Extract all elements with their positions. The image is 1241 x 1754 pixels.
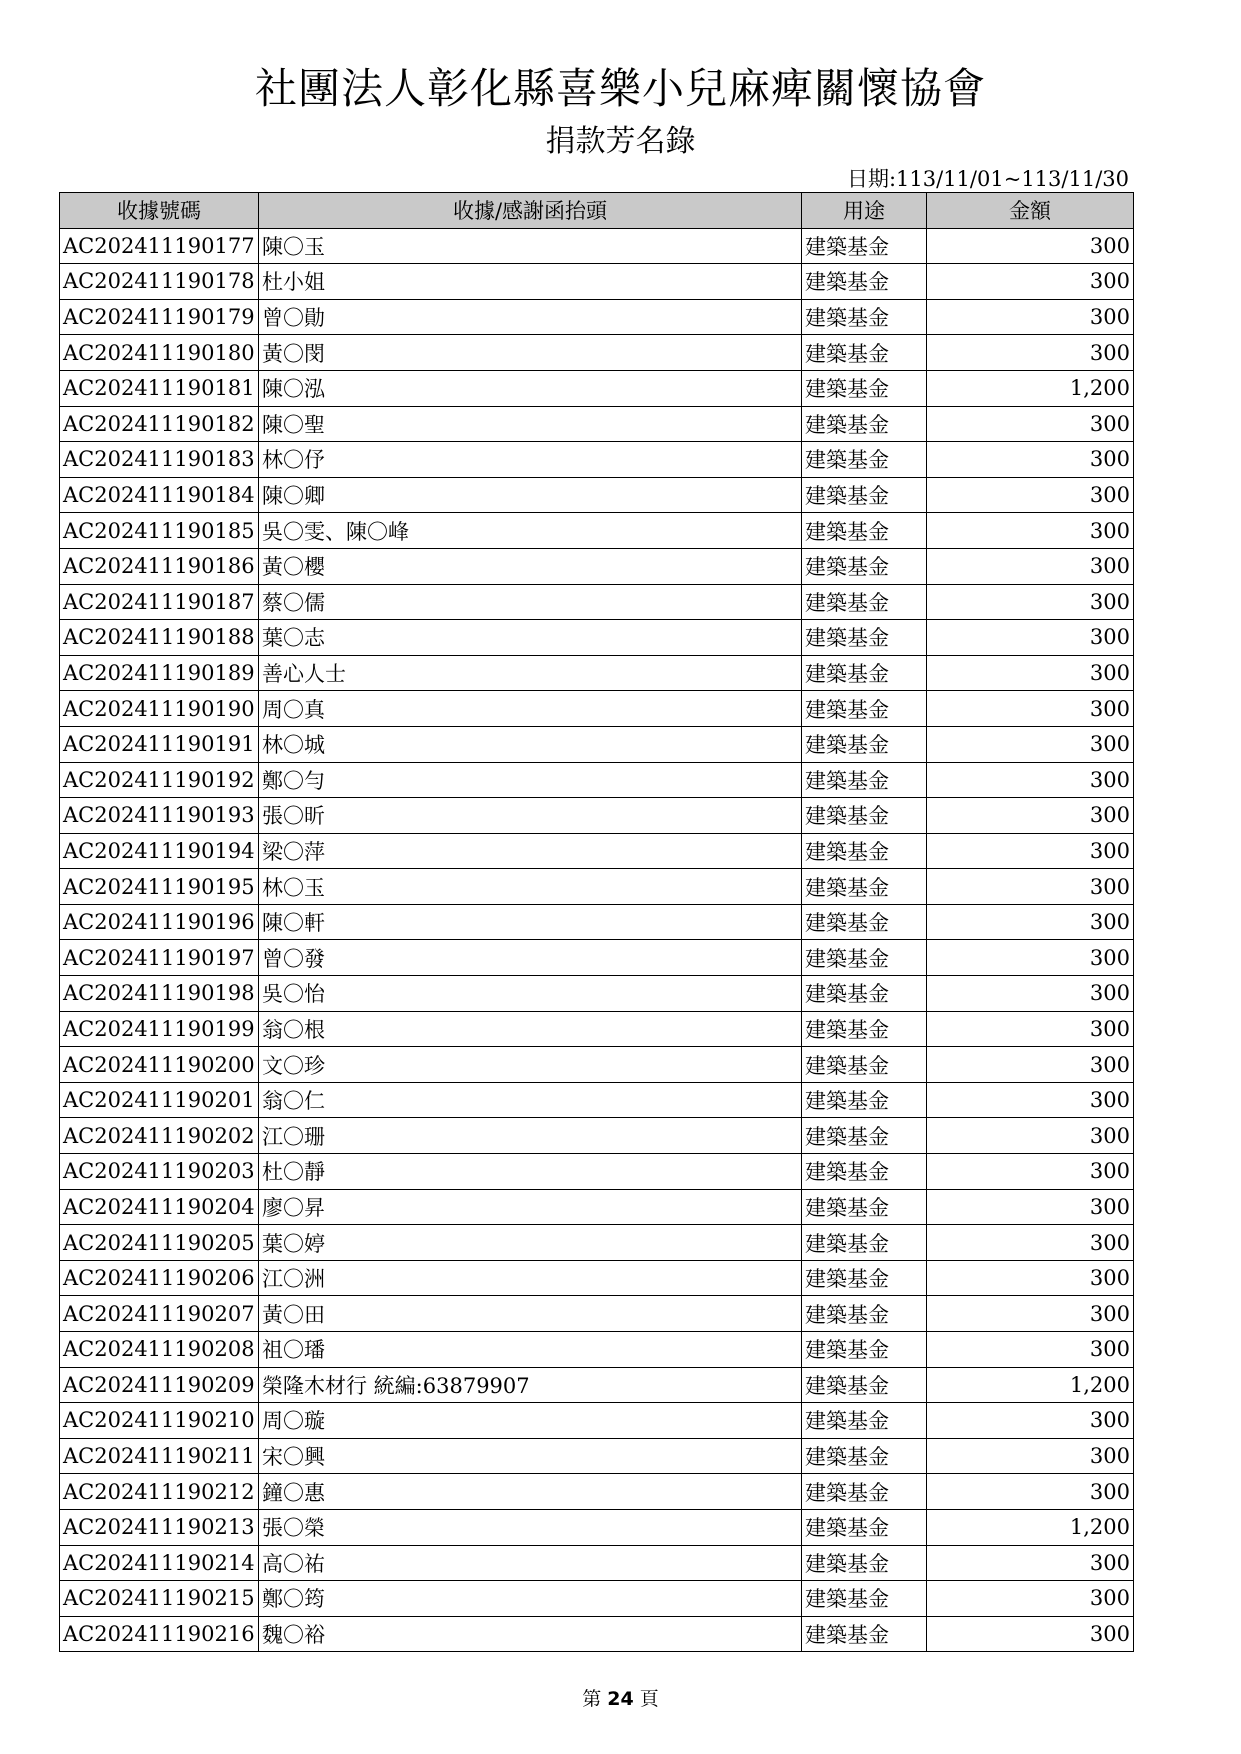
amount-cell: 300 [927,1581,1134,1617]
table-row [60,1047,1134,1083]
table-row [60,1260,1134,1296]
receipt-title-cell: 吳〇雯、陳〇峰 [259,513,802,549]
receipt-number-cell: AC202411190193 [60,798,259,834]
document-title: 社團法人彰化縣喜樂小兒麻痺關懷協會 [254,64,986,113]
amount-cell: 300 [927,620,1134,656]
purpose-cell: 建築基金 [802,655,927,691]
purpose-cell: 建築基金 [802,1509,927,1545]
table-row [60,442,1134,478]
receipt-number-cell: AC202411190198 [60,976,259,1012]
amount-cell: 300 [927,1545,1134,1581]
table-row [60,1545,1134,1581]
receipt-title-cell: 張〇昕 [259,798,802,834]
receipt-title-cell: 江〇珊 [259,1118,802,1154]
amount-cell: 300 [927,1225,1134,1261]
receipt-title-cell: 廖〇昇 [259,1189,802,1225]
table-row [60,655,1134,691]
receipt-number-cell: AC202411190206 [60,1260,259,1296]
donation-table [59,192,1134,1652]
amount-cell: 300 [927,1438,1134,1474]
receipt-title-cell: 周〇真 [259,691,802,727]
receipt-title-cell: 張〇榮 [259,1509,802,1545]
amount-cell: 300 [927,1011,1134,1047]
receipt-title-cell: 林〇城 [259,726,802,762]
purpose-cell: 建築基金 [802,442,927,478]
amount-cell: 300 [927,1474,1134,1510]
receipt-title-cell: 黃〇田 [259,1296,802,1332]
receipt-number-cell: AC202411190191 [60,726,259,762]
receipt-number-cell: AC202411190208 [60,1332,259,1368]
receipt-number-cell: AC202411190188 [60,620,259,656]
table-row [60,299,1134,335]
amount-cell: 300 [927,1260,1134,1296]
receipt-title-cell: 葉〇志 [259,620,802,656]
amount-cell: 300 [927,833,1134,869]
table-row [60,1011,1134,1047]
amount-cell: 300 [927,691,1134,727]
receipt-number-cell: AC202411190200 [60,1047,259,1083]
amount-cell: 300 [927,513,1134,549]
amount-cell: 300 [927,335,1134,371]
receipt-title-cell: 葉〇婷 [259,1225,802,1261]
table-row [60,762,1134,798]
receipt-title-cell: 杜小姐 [259,264,802,300]
purpose-cell: 建築基金 [802,1011,927,1047]
amount-cell: 300 [927,1082,1134,1118]
receipt-number-cell: AC202411190177 [60,228,259,264]
receipt-title-cell: 祖〇璠 [259,1332,802,1368]
table-row [60,976,1134,1012]
receipt-number-cell: AC202411190195 [60,869,259,905]
amount-cell: 300 [927,1154,1134,1190]
receipt-number-cell: AC202411190213 [60,1509,259,1545]
table-row [60,620,1134,656]
amount-cell: 300 [927,1189,1134,1225]
purpose-cell: 建築基金 [802,976,927,1012]
receipt-title-cell: 榮隆木材行 統編:63879907 [259,1367,802,1403]
purpose-cell: 建築基金 [802,1545,927,1581]
receipt-number-cell: AC202411190207 [60,1296,259,1332]
amount-cell: 300 [927,1332,1134,1368]
receipt-title-cell: 翁〇根 [259,1011,802,1047]
receipt-number-cell: AC202411190179 [60,299,259,335]
receipt-title-cell: 鄭〇筠 [259,1581,802,1617]
table-row [60,1118,1134,1154]
receipt-number-cell: AC202411190216 [60,1616,259,1652]
receipt-number-cell: AC202411190215 [60,1581,259,1617]
header-purpose: 用途 [802,193,927,229]
amount-cell: 300 [927,228,1134,264]
table-row [60,940,1134,976]
table-row [60,264,1134,300]
receipt-number-cell: AC202411190196 [60,904,259,940]
receipt-title-cell: 吳〇怡 [259,976,802,1012]
receipt-number-cell: AC202411190186 [60,548,259,584]
table-row [60,833,1134,869]
receipt-title-cell: 陳〇聖 [259,406,802,442]
table-row [60,548,1134,584]
purpose-cell: 建築基金 [802,1189,927,1225]
header-amount: 金額 [927,193,1134,229]
receipt-number-cell: AC202411190210 [60,1403,259,1439]
table-row [60,1403,1134,1439]
table-row [60,584,1134,620]
table-row [60,904,1134,940]
purpose-cell: 建築基金 [802,762,927,798]
receipt-number-cell: AC202411190199 [60,1011,259,1047]
purpose-cell: 建築基金 [802,869,927,905]
amount-cell: 300 [927,1616,1134,1652]
amount-cell: 300 [927,940,1134,976]
receipt-title-cell: 鐘〇惠 [259,1474,802,1510]
purpose-cell: 建築基金 [802,1367,927,1403]
receipt-number-cell: AC202411190180 [60,335,259,371]
purpose-cell: 建築基金 [802,264,927,300]
purpose-cell: 建築基金 [802,691,927,727]
receipt-title-cell: 陳〇泓 [259,370,802,406]
purpose-cell: 建築基金 [802,299,927,335]
amount-cell: 300 [927,655,1134,691]
table-row [60,1332,1134,1368]
purpose-cell: 建築基金 [802,370,927,406]
receipt-number-cell: AC202411190209 [60,1367,259,1403]
purpose-cell: 建築基金 [802,1296,927,1332]
receipt-number-cell: AC202411190184 [60,477,259,513]
table-row [60,1225,1134,1261]
table-body [60,228,1134,1652]
table-row [60,335,1134,371]
table-row [60,1154,1134,1190]
table-row [60,513,1134,549]
amount-cell: 300 [927,869,1134,905]
purpose-cell: 建築基金 [802,833,927,869]
receipt-number-cell: AC202411190185 [60,513,259,549]
header-receipt-number: 收據號碼 [60,193,259,229]
purpose-cell: 建築基金 [802,548,927,584]
table-row [60,726,1134,762]
receipt-title-cell: 曾〇發 [259,940,802,976]
receipt-title-cell: 善心人士 [259,655,802,691]
amount-cell: 300 [927,477,1134,513]
receipt-number-cell: AC202411190183 [60,442,259,478]
amount-cell: 300 [927,1047,1134,1083]
table-header-row [60,193,1134,229]
table-row [60,477,1134,513]
receipt-title-cell: 黃〇閔 [259,335,802,371]
receipt-title-cell: 蔡〇儒 [259,584,802,620]
receipt-number-cell: AC202411190190 [60,691,259,727]
receipt-number-cell: AC202411190182 [60,406,259,442]
amount-cell: 300 [927,726,1134,762]
amount-cell: 300 [927,1118,1134,1154]
purpose-cell: 建築基金 [802,1047,927,1083]
amount-cell: 1,200 [927,370,1134,406]
receipt-number-cell: AC202411190203 [60,1154,259,1190]
amount-cell: 300 [927,299,1134,335]
receipt-title-cell: 陳〇玉 [259,228,802,264]
purpose-cell: 建築基金 [802,1438,927,1474]
table-row [60,869,1134,905]
amount-cell: 1,200 [927,1367,1134,1403]
table-row [60,1616,1134,1652]
table-row [60,691,1134,727]
receipt-title-cell: 陳〇卿 [259,477,802,513]
purpose-cell: 建築基金 [802,620,927,656]
purpose-cell: 建築基金 [802,406,927,442]
receipt-title-cell: 魏〇裕 [259,1616,802,1652]
receipt-title-cell: 黃〇櫻 [259,548,802,584]
date-range: 日期:113/11/01~113/11/30 [846,167,1129,191]
receipt-number-cell: AC202411190211 [60,1438,259,1474]
receipt-title-cell: 曾〇勛 [259,299,802,335]
amount-cell: 300 [927,406,1134,442]
table-row [60,1296,1134,1332]
purpose-cell: 建築基金 [802,228,927,264]
table-row [60,1082,1134,1118]
table-row [60,1367,1134,1403]
receipt-title-cell: 鄭〇勻 [259,762,802,798]
table-row [60,1474,1134,1510]
footer-suffix: 頁 [639,1688,659,1710]
purpose-cell: 建築基金 [802,1225,927,1261]
table-row [60,406,1134,442]
receipt-number-cell: AC202411190181 [60,370,259,406]
page-number: 24 [607,1688,634,1710]
purpose-cell: 建築基金 [802,1616,927,1652]
amount-cell: 300 [927,584,1134,620]
table-row [60,1581,1134,1617]
receipt-number-cell: AC202411190189 [60,655,259,691]
table-row [60,228,1134,264]
receipt-number-cell: AC202411190178 [60,264,259,300]
purpose-cell: 建築基金 [802,1332,927,1368]
purpose-cell: 建築基金 [802,513,927,549]
purpose-cell: 建築基金 [802,904,927,940]
purpose-cell: 建築基金 [802,335,927,371]
amount-cell: 300 [927,904,1134,940]
purpose-cell: 建築基金 [802,1581,927,1617]
receipt-title-cell: 高〇祐 [259,1545,802,1581]
footer-prefix: 第 [582,1688,602,1710]
receipt-number-cell: AC202411190201 [60,1082,259,1118]
purpose-cell: 建築基金 [802,1082,927,1118]
receipt-number-cell: AC202411190202 [60,1118,259,1154]
receipt-title-cell: 林〇玉 [259,869,802,905]
purpose-cell: 建築基金 [802,477,927,513]
table-row [60,1438,1134,1474]
table-row [60,370,1134,406]
page-footer [0,1684,1241,1711]
purpose-cell: 建築基金 [802,726,927,762]
amount-cell: 300 [927,442,1134,478]
receipt-title-cell: 林〇伃 [259,442,802,478]
purpose-cell: 建築基金 [802,584,927,620]
amount-cell: 300 [927,762,1134,798]
purpose-cell: 建築基金 [802,798,927,834]
receipt-number-cell: AC202411190212 [60,1474,259,1510]
table-row [60,798,1134,834]
purpose-cell: 建築基金 [802,1474,927,1510]
amount-cell: 300 [927,264,1134,300]
header-receipt-title: 收據/感謝函抬頭 [259,193,802,229]
document-subtitle: 捐款芳名錄 [545,124,696,159]
receipt-number-cell: AC202411190204 [60,1189,259,1225]
receipt-title-cell: 翁〇仁 [259,1082,802,1118]
receipt-number-cell: AC202411190214 [60,1545,259,1581]
amount-cell: 1,200 [927,1509,1134,1545]
purpose-cell: 建築基金 [802,1118,927,1154]
receipt-title-cell: 杜〇靜 [259,1154,802,1190]
receipt-title-cell: 宋〇興 [259,1438,802,1474]
receipt-title-cell: 江〇洲 [259,1260,802,1296]
receipt-number-cell: AC202411190197 [60,940,259,976]
amount-cell: 300 [927,1403,1134,1439]
receipt-number-cell: AC202411190194 [60,833,259,869]
receipt-number-cell: AC202411190205 [60,1225,259,1261]
amount-cell: 300 [927,548,1134,584]
receipt-title-cell: 陳〇軒 [259,904,802,940]
purpose-cell: 建築基金 [802,940,927,976]
amount-cell: 300 [927,976,1134,1012]
receipt-title-cell: 文〇珍 [259,1047,802,1083]
purpose-cell: 建築基金 [802,1260,927,1296]
receipt-title-cell: 梁〇萍 [259,833,802,869]
purpose-cell: 建築基金 [802,1154,927,1190]
amount-cell: 300 [927,1296,1134,1332]
table-row [60,1509,1134,1545]
receipt-number-cell: AC202411190192 [60,762,259,798]
purpose-cell: 建築基金 [802,1403,927,1439]
table-row [60,1189,1134,1225]
amount-cell: 300 [927,798,1134,834]
receipt-title-cell: 周〇璇 [259,1403,802,1439]
receipt-number-cell: AC202411190187 [60,584,259,620]
